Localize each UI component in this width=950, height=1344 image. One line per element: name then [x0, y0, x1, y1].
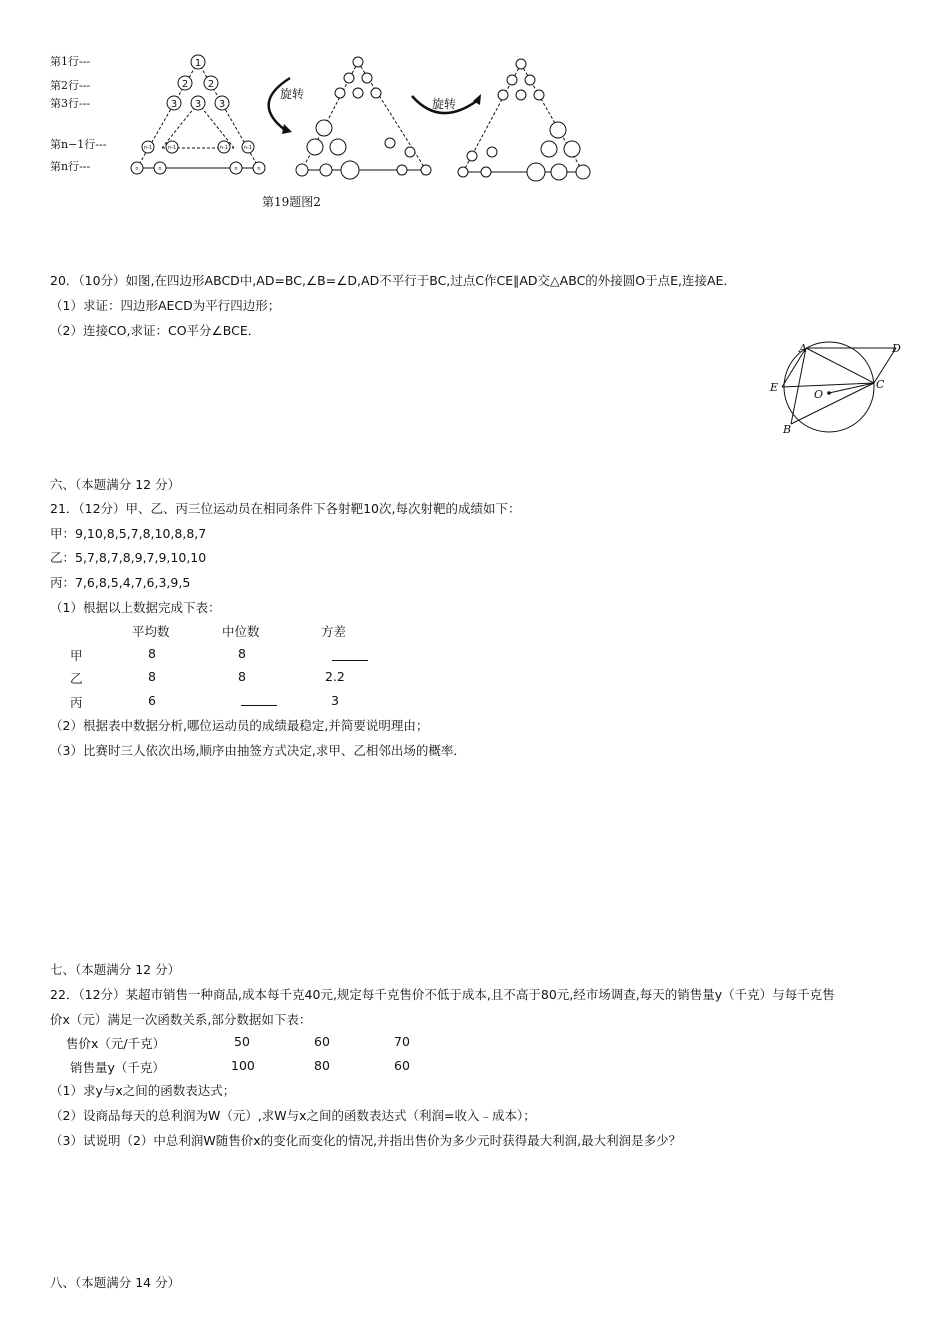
q21-header: 21．（12分）甲、乙、丙三位运动员在相同条件下各射靶10次,每次射靶的成绩如下：: [50, 501, 521, 516]
row-label-n: 第n行---: [50, 160, 91, 173]
q20-label-E: E: [770, 381, 779, 394]
rotate-label-1: 旋转: [280, 87, 305, 101]
q21-cell-variance: 2.2: [325, 669, 345, 684]
q20-label-O: O: [814, 388, 824, 401]
q20-label-C: C: [876, 378, 885, 391]
q22-qty-cell: 100: [231, 1058, 255, 1073]
circle-num-2b: 2: [207, 79, 215, 90]
triangle-3: [463, 64, 583, 172]
q20-part2: （2）连接CO,求证：CO平分∠BCE．: [50, 323, 261, 338]
q22-part1: （1）求y与x之间的函数表达式；: [50, 1083, 236, 1098]
rotate-label-2: 旋转: [432, 97, 457, 111]
q22-header-line1: 22．（12分）某超市销售一种商品,成本每千克40元,规定每千克售价不低于成本,且不高于80元,经市场调查,每天的销售量y（千克）与每千克售: [50, 987, 835, 1002]
row-label-3: 第3行---: [50, 97, 91, 110]
q22-price-label: 售价x（元/千克）: [66, 1036, 166, 1051]
circle-num-na: n: [135, 166, 139, 172]
q20-header: 20．（10分）如图,在四边形ABCD中,AD=BC,∠B=∠D,AD不平行于BC,过点C作CE∥AD交△ABC的外接圆O于点E,连接AE．: [50, 273, 736, 288]
circle-num-3b: 3: [194, 99, 202, 110]
q21-part1: （1）根据以上数据完成下表：: [50, 600, 221, 615]
q22-qty-cell: 80: [314, 1058, 330, 1073]
problem-19-figure: [40, 48, 610, 218]
q21-cell-median: 8: [238, 669, 246, 684]
circle-num-3a: 3: [170, 99, 178, 110]
q21-blank-variance-jia[interactable]: [332, 647, 368, 662]
q21-col-mean: 平均数: [132, 624, 170, 639]
q20-label-A: A: [799, 342, 807, 355]
q21-cell-mean: 6: [148, 693, 156, 708]
q21-col-variance: 方差: [321, 624, 347, 639]
circle-num-2a: 2: [181, 79, 189, 90]
q20-circle-figure: [766, 340, 906, 438]
circle-num-3c: 3: [218, 99, 226, 110]
circle-num-n1d: n-1: [243, 145, 253, 151]
circle-num-nc: n: [234, 166, 238, 172]
q22-price-cell: 50: [234, 1034, 250, 1049]
circle-num-nb: n: [158, 166, 162, 172]
q21-cell-variance: 3: [331, 693, 339, 708]
circle-num-1: 1: [194, 58, 202, 69]
section-7-title: 七、（本题满分 12 分）: [50, 962, 181, 977]
row-label-n-1: 第n−1行---: [50, 138, 107, 151]
q20-part1: （1）求证：四边形AECD为平行四边形；: [50, 298, 281, 313]
q22-part2: （2）设商品每天的总利润为W（元）,求W与x之间的函数表达式（利润=收入﹣成本）；: [50, 1108, 536, 1123]
row-label-2: 第2行---: [50, 79, 91, 92]
q21-cell-mean: 8: [148, 646, 156, 661]
q21-row-name: 甲: [70, 648, 83, 663]
q21-row-name: 丙: [70, 695, 83, 710]
row-label-1: 第1行---: [50, 55, 91, 68]
figure-19-caption: 第19题图2: [262, 195, 321, 209]
circle-num-n1a: n-1: [143, 145, 153, 151]
q22-qty-label: 销售量y（千克）: [70, 1060, 165, 1075]
triangle-1: [137, 62, 259, 168]
circle-num-nd: n: [257, 166, 261, 172]
section-6-title: 六、（本题满分 12 分）: [50, 477, 181, 492]
q21-blank-median-bing[interactable]: [241, 692, 277, 707]
q22-price-cell: 70: [394, 1034, 410, 1049]
circle-num-n1c: n-1: [219, 145, 229, 151]
circle-num-n1b: n-1: [167, 145, 177, 151]
section-8-title: 八、（本题满分 14 分）: [50, 1275, 181, 1290]
q21-data-bing: 丙：7,6,8,5,4,7,6,3,9,5: [50, 575, 191, 590]
q21-col-median: 中位数: [222, 624, 260, 639]
q21-data-jia: 甲：9,10,8,5,7,8,10,8,8,7: [50, 526, 207, 541]
q20-label-B: B: [783, 423, 792, 436]
q22-price-cell: 60: [314, 1034, 330, 1049]
q21-cell-median: 8: [238, 646, 246, 661]
q21-part3: （3）比赛时三人依次出场,顺序由抽签方式决定,求甲、乙相邻出场的概率．: [50, 743, 466, 758]
q21-cell-mean: 8: [148, 669, 156, 684]
q22-qty-cell: 60: [394, 1058, 410, 1073]
q22-part3: （3）试说明（2）中总利润W随售价x的变化而变化的情况,并指出售价为多少元时获得最大利润,最大利润是多少？: [50, 1133, 682, 1148]
q21-row-name: 乙: [70, 671, 83, 686]
q20-label-D: D: [892, 342, 901, 355]
q21-part2: （2）根据表中数据分析,哪位运动员的成绩最稳定,并简要说明理由；: [50, 718, 429, 733]
q21-data-yi: 乙：5,7,8,7,8,9,7,9,10,10: [50, 550, 207, 565]
q22-header-line2: 价x（元）满足一次函数关系,部分数据如下表：: [50, 1012, 312, 1027]
